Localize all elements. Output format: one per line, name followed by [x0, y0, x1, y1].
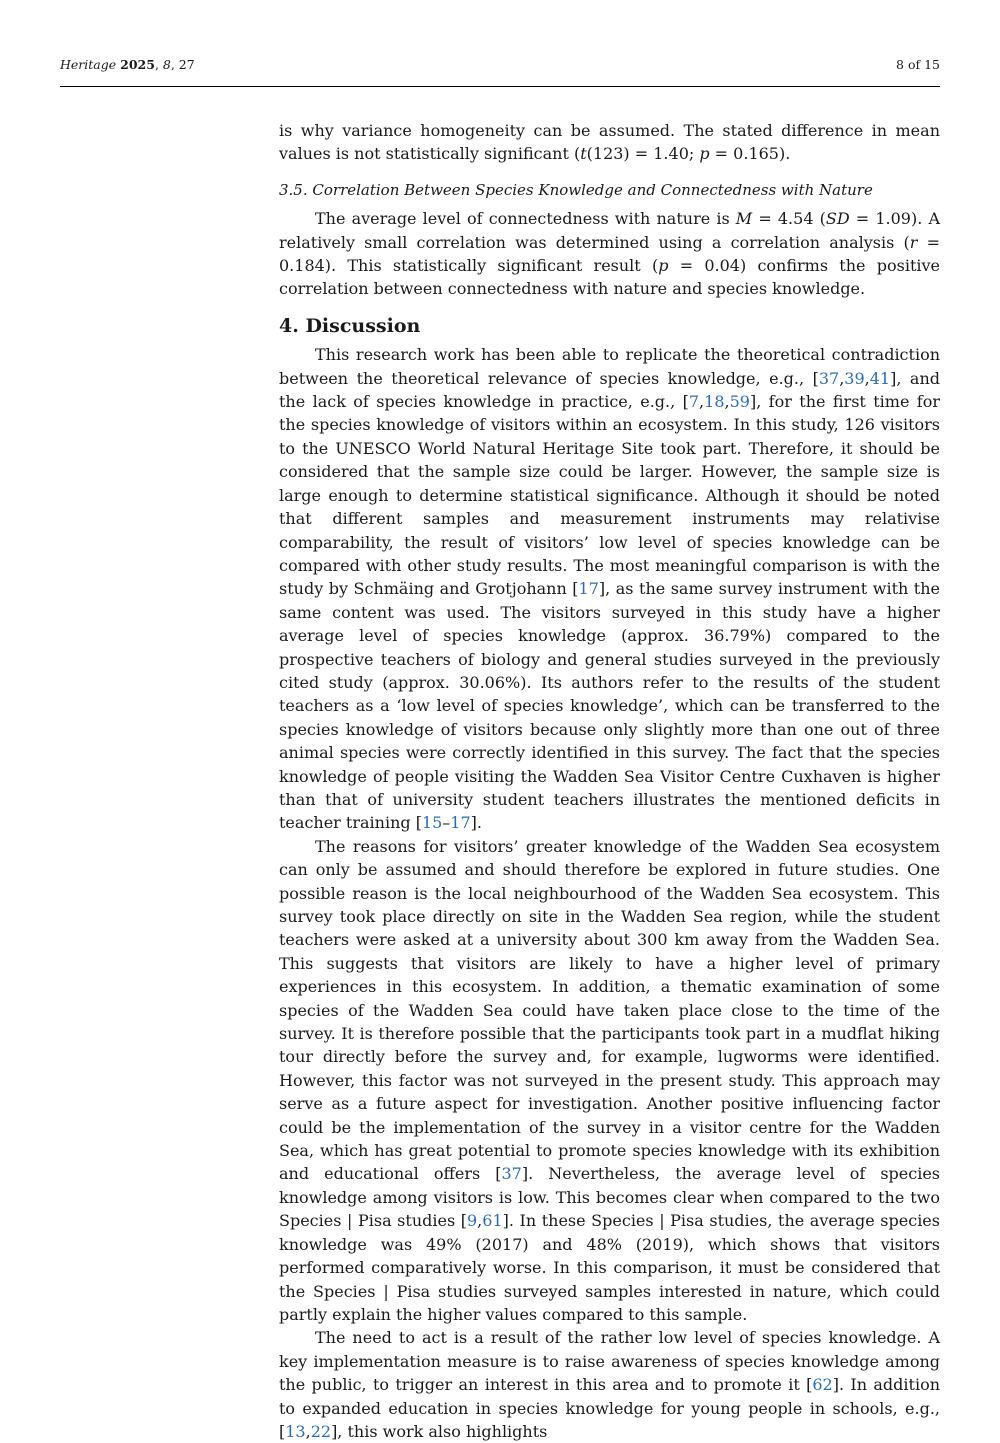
section-title: 4. Discussion	[279, 314, 421, 337]
header-rule	[60, 86, 940, 87]
paragraph-continuation: is why variance homogeneity can be assumed. The stated difference in mean values is not statistically significant (t(123) = 1.40; p = 0.165).	[279, 121, 940, 164]
subsection-title: 3.5. Correlation Between Species Knowledge and Connectedness with Nature	[279, 180, 873, 199]
citation-link[interactable]: 37	[501, 1164, 522, 1184]
page-header	[60, 57, 940, 72]
citation-link[interactable]: 13	[285, 1421, 306, 1441]
page-number: 8 of 15	[896, 57, 940, 72]
citation-link[interactable]: 61	[482, 1211, 503, 1231]
journal-citation: Heritage 2025, 8, 27	[60, 57, 195, 72]
citation-link[interactable]: 22	[310, 1421, 332, 1441]
citation-link[interactable]: 15	[421, 813, 443, 833]
citation-link[interactable]: 59	[729, 392, 750, 412]
paragraph-discussion-3: The need to act is a result of the rather low level of species knowledge. A key implementation measure is to raise awareness of species knowledge among the public, to trigger an interest in this area and to promote it [62]. In addition to expanded education in species knowledge for young people in schools, e.g., [13,22], this work also highlights	[279, 1328, 941, 1441]
citation-link[interactable]: 62	[812, 1375, 833, 1395]
citation-link[interactable]: 39	[844, 368, 865, 388]
citation-link[interactable]: 9	[466, 1211, 478, 1231]
citation-link[interactable]: 18	[704, 392, 725, 412]
citation-link[interactable]: 7	[688, 392, 700, 412]
citation-link[interactable]: 37	[818, 368, 840, 388]
paragraph-discussion-2: The reasons for visitors’ greater knowledge of the Wadden Sea ecosystem can only be assumed and should therefore be explored in future studies. One possible reason is the local neighbourhood of the Wadden Sea ecosystem. This survey took place directly on site in the Wadden Sea region, while the student teachers were asked at a university about 300 km away from the Wadden Sea. This suggests that visitors are likely to have a higher level of primary experiences in this ecosystem. In addition, a thematic examination of some species of the Wadden Sea could have taken place close to the time of the survey. It is therefore possible that the participants took part in a mudflat hiking tour directly before the survey and, for example, lugworms were identified. However, this factor was not surveyed in the present study. This approach may serve as a future aspect for investigation. Another positive influencing factor could be the implementation of the survey in a visitor centre for the Wadden Sea, which has great potential to promote species knowledge with its exhibition and educational offers [37]. Nevertheless, the average level of species knowledge among visitors is low. This becomes clear when compared to the two Species | Pisa studies [9,61]. In these Species | Pisa studies, the average species knowledge was 49% (2017) and 48% (2019), which shows that visitors performed comparatively worse. In this comparison, it must be considered that the Species | Pisa studies surveyed samples interested in nature, which could partly explain the higher values compared to this sample.	[279, 836, 941, 1324]
paragraph-discussion-1: This research work has been able to replicate the theoretical contradiction between the theoretical relevance of species knowledge, e.g., [37,39,41], and the lack of species knowledge in practice, e.g., [7,18,59], for the first time for the species knowledge of visitors within an ecosystem. In this study, 126 visitors to the UNESCO World Natural Heritage Site took part. Therefore, it should be considered that the sample size could be larger. However, the sample size is large enough to determine statistical significance. Although it should be noted that different samples and measurement instruments may relativise comparability, the result of visitors’ low level of species knowledge can be compared with other study results. The most meaningful comparison is with the study by Schmäing and Grotjohann [17], as the same survey instrument with the same content was used. The visitors surveyed in this study have a higher average level of species knowledge (approx. 36.79%) compared to the prospective teachers of biology and general studies surveyed in the previously cited study (approx. 30.06%). Its authors refer to the results of the student teachers as a ‘low level of species knowledge’, which can be transferred to the species knowledge of visitors because only slightly more than one out of three animal species were correctly identified in this survey. The fact that the species knowledge of people visiting the Wadden Sea Visitor Centre Cuxhaven is higher than that of university student teachers illustrates the mentioned deficits in teacher training [15–17].	[279, 345, 941, 833]
citation-link[interactable]: 17	[578, 579, 599, 599]
article-body	[279, 119, 940, 1443]
citation-link[interactable]: 41	[869, 368, 891, 388]
citation-link[interactable]: 17	[450, 813, 471, 833]
paragraph-correlation: The average level of connectedness with nature is M = 4.54 (SD = 1.09). A relatively small correlation was determined using a correlation analysis (r = 0.184). This statistically significant result (p = 0.04) confirms the positive correlation between connectedness with nature and species knowledge.	[279, 209, 940, 299]
